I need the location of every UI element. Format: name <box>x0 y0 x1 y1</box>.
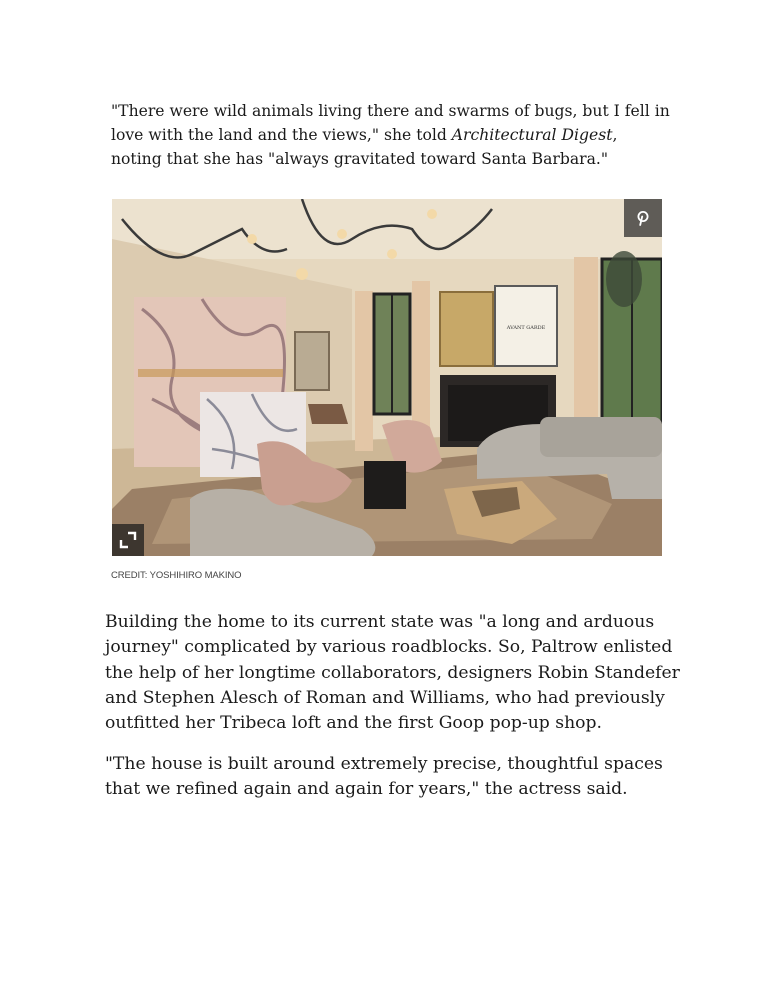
body-paragraph-quote: "The house is built around extremely precise, thoughtful spaces that we refined again and again for years," the actress said. <box>105 754 663 800</box>
pinterest-save-button[interactable] <box>624 199 662 237</box>
photo-credit: CREDIT: YOSHIHIRO MAKINO <box>111 570 242 581</box>
quote-text-end: , noting that she has "always gravitated toward Santa Barbara." <box>111 126 618 168</box>
quote-text-start: "There were wild animals living there and swarms of bugs, but I fell in love with the land and the views," she told <box>111 102 670 144</box>
expand-icon <box>112 524 144 556</box>
expand-image-button[interactable] <box>112 524 144 556</box>
publication-name: Architectural Digest <box>451 126 613 144</box>
artwork-text: AVANT GARDE <box>506 325 546 331</box>
quote-paragraph <box>111 99 671 171</box>
article-photo[interactable] <box>112 199 662 556</box>
pinterest-icon <box>635 210 651 226</box>
body-paragraph: Building the home to its current state was "a long and arduous journey" complicated by various roadblocks. So, Paltrow enlisted the help of her longtime collaborators, designers Robin Standefer and Stephen Alesch of Roman and Williams, who had previously outfitted her Tribeca loft and the first Goop pop-up shop. <box>105 612 680 734</box>
living-room-photo <box>112 199 662 556</box>
